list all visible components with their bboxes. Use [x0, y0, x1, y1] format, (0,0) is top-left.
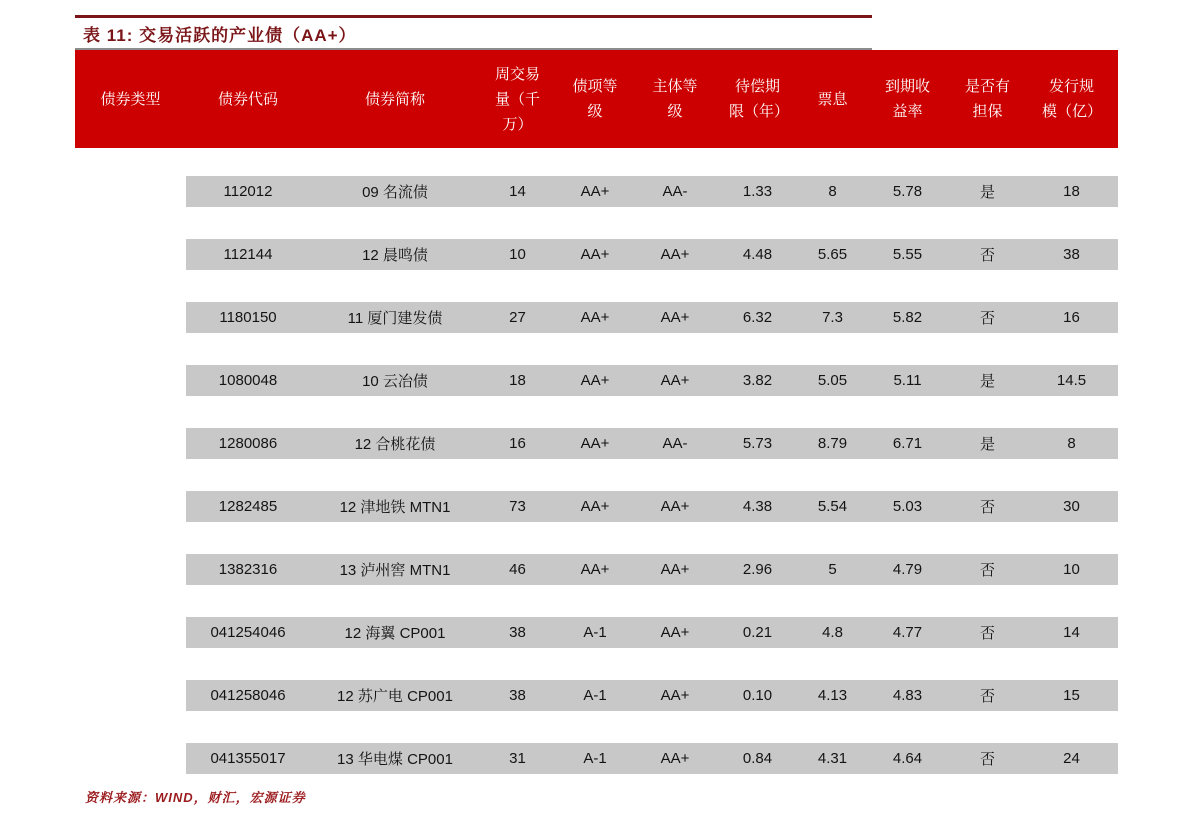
table-cell: AA+: [660, 246, 690, 263]
table-row: [186, 743, 1118, 774]
column-header: 债券简称: [364, 90, 425, 108]
table-cell: 112144: [223, 246, 273, 263]
table-cell: 8: [828, 183, 837, 200]
table-cell: 4.83: [892, 687, 923, 704]
table-row: [186, 554, 1118, 585]
table-cell: AA-: [662, 183, 688, 200]
table-cell: AA+: [660, 750, 690, 767]
table-cell: 10 云冶债: [362, 373, 428, 390]
table-cell: AA+: [660, 561, 690, 578]
table-cell: 1382316: [218, 561, 278, 578]
table-cell: 否: [979, 310, 995, 327]
table-cell: 否: [979, 751, 995, 768]
table-cell: 112012: [223, 183, 273, 200]
table-cell: A-1: [583, 750, 607, 767]
column-header: 周交易量（千万）: [494, 65, 540, 133]
table-cell: AA+: [580, 246, 610, 263]
table-cell: 是: [979, 373, 995, 390]
table-cell: 否: [979, 499, 995, 516]
table-cell: 否: [979, 247, 995, 264]
table-row: [186, 491, 1118, 522]
table-cell: 4.48: [742, 246, 773, 263]
table-cell: 18: [1063, 183, 1080, 200]
table-cell: AA+: [660, 498, 690, 515]
table-cell: 5.55: [892, 246, 923, 263]
table-cell: 16: [1063, 309, 1080, 326]
table-body: [186, 176, 1118, 806]
table-cell: 8.79: [817, 435, 848, 452]
column-header: 债券类型: [100, 90, 161, 108]
table-cell: AA-: [662, 435, 688, 452]
table-cell: 38: [509, 687, 526, 704]
table-row: [186, 680, 1118, 711]
table-cell: 1282485: [218, 498, 278, 515]
table-cell: 4.38: [742, 498, 773, 515]
table-cell: 4.13: [817, 687, 848, 704]
table-cell: 14.5: [1056, 372, 1087, 389]
table-cell: 2.96: [742, 561, 773, 578]
table-cell: 30: [1063, 498, 1080, 515]
table-cell: 09 名流债: [362, 184, 428, 201]
source-note: 资料来源：WIND，财汇，宏源证券: [85, 790, 306, 805]
table-cell: 5.78: [892, 183, 923, 200]
table-cell: 10: [509, 246, 526, 263]
table-row: [186, 617, 1118, 648]
table-row: [186, 302, 1118, 333]
table-row: [186, 365, 1118, 396]
column-header: 债项等级: [572, 78, 618, 120]
table-cell: 4.79: [892, 561, 923, 578]
table-cell: AA+: [660, 309, 690, 326]
table-cell: A-1: [583, 687, 607, 704]
table-cell: AA+: [580, 435, 610, 452]
table-cell: 12 海翼 CP001: [344, 625, 446, 642]
table-cell: 0.10: [742, 687, 773, 704]
table-row: [186, 176, 1118, 207]
table-cell: AA+: [580, 183, 610, 200]
table-cell: AA+: [580, 498, 610, 515]
table-cell: 否: [979, 562, 995, 579]
table-cell: 24: [1063, 750, 1080, 767]
table-cell: 6.32: [742, 309, 773, 326]
table-cell: 是: [979, 436, 995, 453]
table-cell: 12 津地铁 MTN1: [339, 499, 451, 516]
table-cell: 5.82: [892, 309, 923, 326]
table-title: 表 11: 交易活跃的产业债（AA+）: [83, 25, 357, 45]
table-cell: 否: [979, 688, 995, 705]
table-cell: 1280086: [218, 435, 278, 452]
column-header: 票息: [817, 90, 848, 108]
table-cell: 7.3: [822, 309, 843, 326]
table-cell: 38: [1063, 246, 1080, 263]
table-cell: 041258046: [210, 687, 286, 704]
table-cell: 4.8: [822, 624, 843, 641]
table-cell: 4.31: [817, 750, 848, 767]
table-cell: 5.65: [817, 246, 848, 263]
table-cell: 18: [509, 372, 526, 389]
table-cell: AA+: [580, 561, 610, 578]
table-cell: 0.21: [742, 624, 773, 641]
table-cell: AA+: [660, 687, 690, 704]
table-cell: AA+: [580, 309, 610, 326]
table-cell: AA+: [660, 372, 690, 389]
column-header: 到期收益率: [884, 78, 930, 120]
table-cell: 1080048: [218, 372, 278, 389]
table-cell: 否: [979, 625, 995, 642]
table-cell: 3.82: [742, 372, 773, 389]
table-cell: 12 合桃花债: [354, 436, 436, 453]
table-cell: 38: [509, 624, 526, 641]
table-cell: 73: [509, 498, 526, 515]
table-cell: 10: [1063, 561, 1080, 578]
table-cell: 15: [1063, 687, 1080, 704]
table-cell: 16: [509, 435, 526, 452]
column-header: 债券代码: [217, 90, 278, 108]
table-cell: AA+: [580, 372, 610, 389]
table-row: [186, 428, 1118, 459]
table-cell: A-1: [583, 624, 607, 641]
table-header-row: [75, 50, 1118, 148]
table-cell: AA+: [660, 624, 690, 641]
table-cell: 1180150: [219, 309, 277, 326]
table-cell: 11 厦门建发债: [347, 310, 443, 327]
table-cell: 31: [509, 750, 526, 767]
table-cell: 4.77: [892, 624, 923, 641]
table-cell: 041254046: [210, 624, 286, 641]
table-cell: 8: [1067, 435, 1076, 452]
table-cell: 5.03: [892, 498, 923, 515]
table-cell: 6.71: [892, 435, 923, 452]
column-header: 待偿期限（年）: [729, 78, 790, 120]
column-header: 发行规模（亿）: [1042, 78, 1103, 120]
table-cell: 1.33: [742, 183, 773, 200]
table-row: [186, 239, 1118, 270]
table-cell: 14: [509, 183, 526, 200]
table-cell: 27: [509, 309, 526, 326]
table-cell: 0.84: [742, 750, 773, 767]
table-cell: 5.11: [893, 372, 922, 389]
table-title-bar: [75, 15, 872, 50]
table-cell: 5.73: [742, 435, 773, 452]
table-cell: 4.64: [892, 750, 923, 767]
column-header: 是否有担保: [964, 78, 1010, 120]
table-cell: 13 泸州窖 MTN1: [339, 562, 451, 579]
table-cell: 5: [828, 561, 837, 578]
table-cell: 是: [979, 184, 995, 201]
table-cell: 5.54: [817, 498, 848, 515]
table-cell: 12 晨鸣债: [362, 247, 428, 264]
table-cell: 12 苏广电 CP001: [337, 688, 453, 705]
column-header: 主体等级: [652, 78, 698, 120]
table-cell: 14: [1063, 624, 1080, 641]
table-cell: 5.05: [817, 372, 848, 389]
table-cell: 041355017: [210, 750, 286, 767]
table-cell: 46: [509, 561, 526, 578]
table-cell: 13 华电煤 CP001: [337, 751, 453, 768]
